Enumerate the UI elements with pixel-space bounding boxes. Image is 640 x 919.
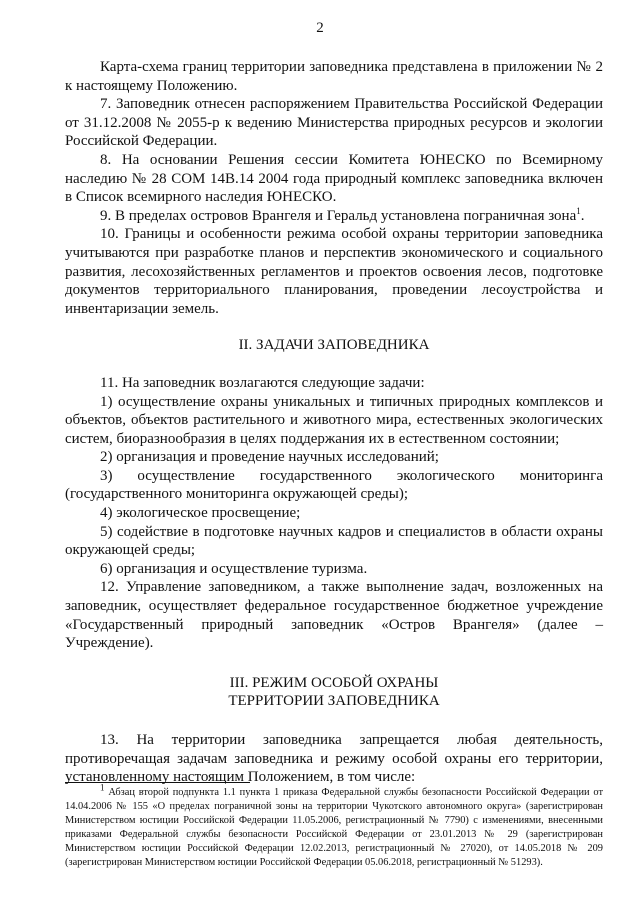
section-heading-2: II. ЗАДАЧИ ЗАПОВЕДНИКА: [238, 337, 430, 354]
task-item-1: 1) осуществление охраны уникальных и типичных природных комплексов и объектов, объектов растительного и животного мира, естественных экологических систем, биоразнообразия в целях поддержания их в естественном состоянии;: [65, 393, 603, 447]
footnote: [65, 782, 603, 869]
task-item-4: 4) экологическое просвещение;: [100, 505, 301, 522]
footnote-number: 1: [100, 782, 105, 793]
section-heading-3: [65, 674, 603, 711]
page-number: 2: [316, 20, 324, 36]
footnote-text: Абзац второй подпункта 1.1 пункта 1 приказа Федеральной службы безопасности Российской Федерации от 14.04.2006 № 155 «О пределах пограничной зоны на территории Чукотского автономного округа» (зарегистрирован Министерством юстиции Российской Федерации 11.05.2006, регистрационный № 7790) с изменениями, внесенными приказами Федеральной службы безопасности Российской Федерации от 23.01.2013 № 29 (зарегистрирован Министерством юстиции Российской Федерации 12.02.2013, регистрационный № 27020), от 14.05.2018 № 209 (зарегистрирован Министерством юстиции Российской Федерации 05.06.2018, регистрационный № 51293).: [65, 787, 603, 868]
paragraph-map-scheme: Карта-схема границ территории заповедника представлена в приложении № 2 к настоящему Положению.: [65, 59, 603, 94]
footnote-separator: [65, 782, 250, 783]
paragraph-9-text: 9. В пределах островов Врангеля и Геральд установлена пограничная зона: [100, 207, 577, 224]
paragraph-11: 11. На заповедник возлагаются следующие задачи:: [100, 374, 425, 391]
paragraph-10: 10. Границы и особенности режима особой охраны территории заповедника учитываются при разработке планов и перспектив экономического и социального развития, лесохозяйственных регламентов и проектов освоения лесов, подготовке документов территориального планирования, проведении лесоустройства и инвентаризации земель.: [65, 226, 603, 317]
task-item-5: 5) содействие в подготовке научных кадров и специалистов в области охраны окружающей среды;: [65, 523, 603, 559]
paragraph-12: 12. Управление заповедником, а также выполнение задач, возложенных на заповедник, осуществляет федеральное государственное бюджетное учреждение «Государственный природный заповедник «Остров Врангеля» (далее – Учреждение).: [65, 579, 603, 652]
document-body: [65, 58, 603, 787]
paragraph-7: 7. Заповедник отнесен распоряжением Правительства Российской Федерации от 31.12.2008 № 2055-р к ведению Министерства природных ресурсов и экологии Российской Федерации.: [65, 96, 603, 150]
paragraph-9: 9. В пределах островов Врангеля и Геральд установлена пограничная зона$^1$.: [100, 205, 585, 224]
paragraph-13: 13. На территории заповедника запрещается любая деятельность, противоречащая задачам заповедника и режиму особой охраны его территории, установленному настоящим Положением, в том числе:: [65, 732, 603, 786]
task-item-6: 6) организация и осуществление туризма.: [100, 560, 368, 577]
task-item-2: 2) организация и проведение научных исследований;: [100, 449, 439, 466]
paragraph-8: 8. На основании Решения сессии Комитета ЮНЕСКО по Всемирному наследию № 28 COM 14B.14 2004 года природный комплекс заповедника включен в Список всемирного наследия ЮНЕСКО.: [65, 151, 603, 206]
footnote-reference: 1: [576, 205, 581, 216]
task-item-3: 3) осуществление государственного экологического мониторинга (государственного мониторинга окружающей среды);: [65, 467, 603, 503]
section-heading-3-line-2: ТЕРРИТОРИИ ЗАПОВЕДНИКА: [228, 693, 440, 710]
section-heading-3-line-1: III. РЕЖИМ ОСОБОЙ ОХРАНЫ: [229, 674, 439, 691]
